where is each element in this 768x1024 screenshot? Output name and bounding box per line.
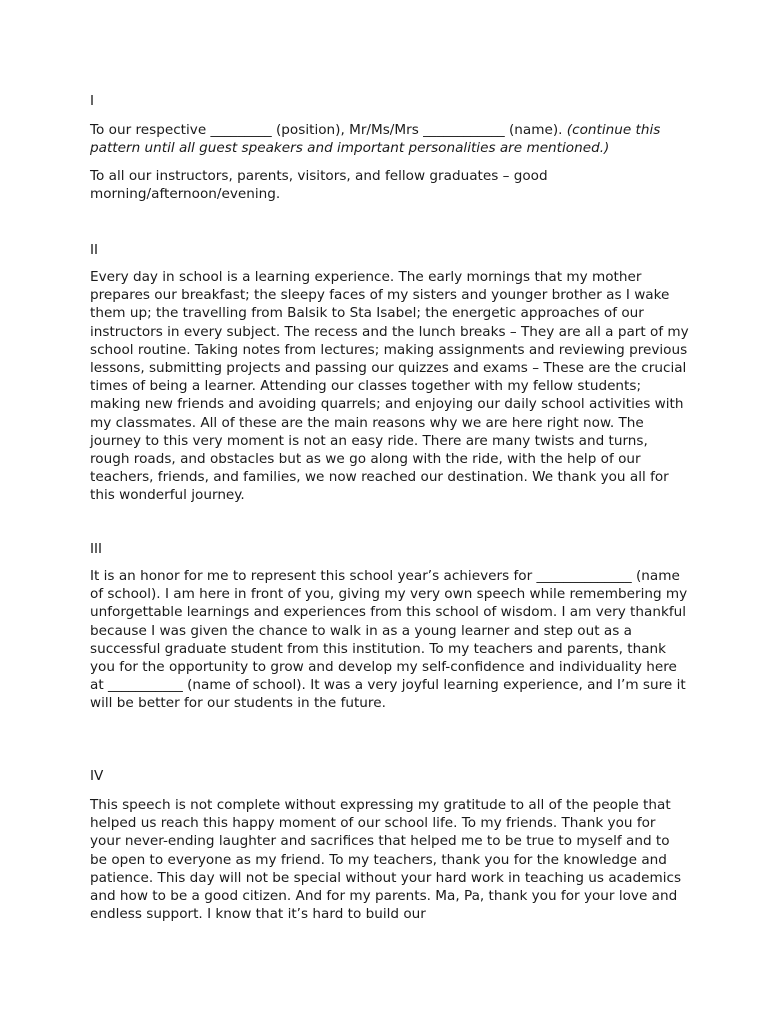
section-numeral-4: IV — [90, 768, 104, 784]
honor-paragraph: It is an honor for me to represent this school year’s achievers for ______________ (name of school). I am here in front of you, giving my very own speech while remembering my unforgettable learnings and experiences from this school of wisdom. I am very thankful because I was given the chance to walk in as a young learner and step out as a successful graduate student from this institution. To my teachers and parents, thank you for the opportunity to grow and develop my self-confidence and individuality here at ___________ (name of school). It was a very joyful learning experience, and I’m sure it will be better for our students in the future. — [90, 568, 688, 712]
section-numeral-1: I — [90, 93, 95, 109]
journey-paragraph: Every day in school is a learning experience. The early mornings that my mother prepares our breakfast; the sleepy faces of my sisters and younger brother as I wake them up; the travelling from Balsik to Sta Isabel; the energetic approaches of our instructors in every subject. The recess and the lunch breaks – They are all a part of my school routine. Taking notes from lectures; making assignments and reviewing previous lessons, submitting projects and passing our quizzes and exams – These are the crucial times of being a learner. Attending our classes together with my fellow students; making new friends and avoiding quarrels; and enjoying our daily school activities with my classmates. All of these are the main reasons why we are here right now. The journey to this very moment is not an easy ride. There are many twists and turns, rough roads, and obstacles but as we go along with the ride, with the help of our teachers, friends, and families, we now reached our destination. We thank you all for this wonderful journey. — [90, 269, 689, 504]
salutation-text: To our respective _________ (position), Mr/Ms/Mrs ____________ (name). — [90, 122, 567, 138]
salutation-paragraph — [90, 121, 690, 157]
salutation-instruction: (continue this pattern until all guest speakers and important personalities are mentioned.) — [90, 122, 661, 157]
gratitude-paragraph: This speech is not complete without expressing my gratitude to all of the people that helped us reach this happy moment of our school life. To my friends. Thank you for your never-ending laughter and sacrifices that helped me to be true to myself and to be open to everyone as my friend. To my teachers, thank you for the knowledge and patience. This day will not be special without your hard work in teaching us academics and how to be a good citizen. And for my parents. Ma, Pa, thank you for your love and endless support. I know that it’s hard to build our — [90, 797, 682, 923]
section-numeral-2: II — [90, 242, 99, 258]
section-numeral-3: III — [90, 541, 103, 557]
greeting-paragraph: To all our instructors, parents, visitors, and fellow graduates – good morning/afternoon/evening. — [90, 168, 548, 203]
